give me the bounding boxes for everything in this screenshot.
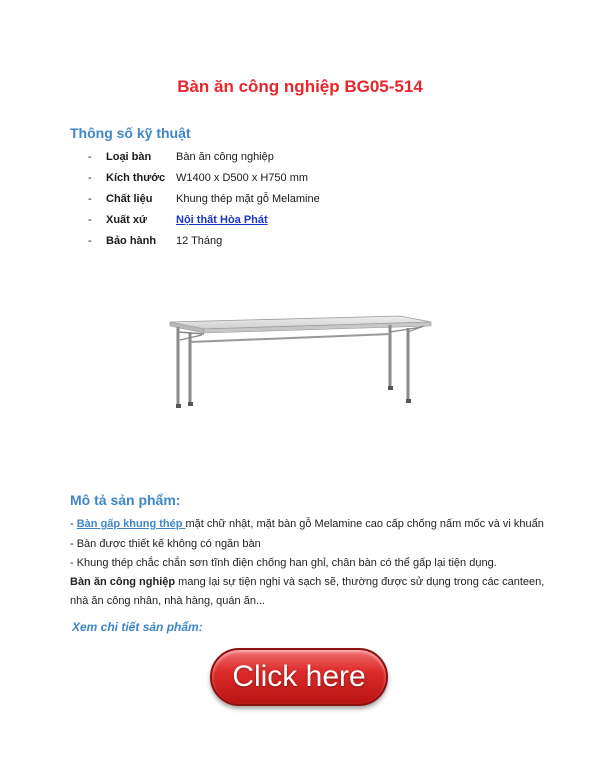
folding-table-image — [168, 302, 433, 414]
spec-label: Xuất xứ — [106, 214, 147, 226]
description-heading: Mô tả sản phẩm: — [70, 492, 181, 508]
product-name-bold: Bàn ăn công nghiệp — [70, 576, 176, 588]
specs-heading: Thông số kỹ thuật — [70, 125, 191, 141]
bullet: - — [88, 193, 92, 205]
description-text: mặt chữ nhật, mặt bàn gỗ Melamine cao cấp chống nấm mốc và vi khuẩn — [185, 518, 544, 530]
bullet: - — [88, 172, 92, 184]
description-line-1 — [70, 518, 544, 530]
click-here-button[interactable]: Click here — [210, 648, 388, 706]
description-text: mang lại sự tiện nghi và sạch sẽ, thường được sử dụng trong các canteen, — [175, 576, 545, 588]
bullet: - — [88, 214, 92, 226]
spec-value: W1400 x D500 x H750 mm — [176, 172, 309, 184]
bullet: - — [88, 235, 92, 247]
folding-table-link[interactable]: Bàn gấp khung thép — [76, 518, 186, 530]
page-title: Bàn ăn công nghiệp BG05-514 — [177, 77, 423, 96]
detail-heading: Xem chi tiết sản phẩm: — [72, 620, 203, 634]
description-line-2: - Bàn được thiết kế không có ngăn bàn — [70, 538, 261, 550]
spec-value: Bàn ăn công nghiệp — [176, 151, 274, 163]
description-dash: - — [70, 518, 77, 530]
description-line-4 — [70, 576, 544, 588]
spec-label: Chất liệu — [106, 193, 153, 205]
spec-value-wrapper — [176, 214, 268, 226]
description-line-3: - Khung thép chắc chắn sơn tĩnh điện chống han ghỉ, chân bàn có thể gấp lại tiện dụng. — [70, 557, 497, 569]
bullet: - — [88, 151, 92, 163]
spec-label: Kích thước — [106, 172, 166, 184]
spec-label: Bảo hành — [106, 235, 157, 247]
description-line-5: nhà ăn công nhân, nhà hàng, quán ăn... — [70, 595, 266, 607]
spec-value: Khung thép mặt gỗ Melamine — [176, 193, 320, 205]
spec-value: 12 Tháng — [176, 235, 223, 247]
spec-label: Loại bàn — [106, 151, 152, 163]
origin-link[interactable]: Nội thất Hòa Phát — [176, 214, 268, 226]
